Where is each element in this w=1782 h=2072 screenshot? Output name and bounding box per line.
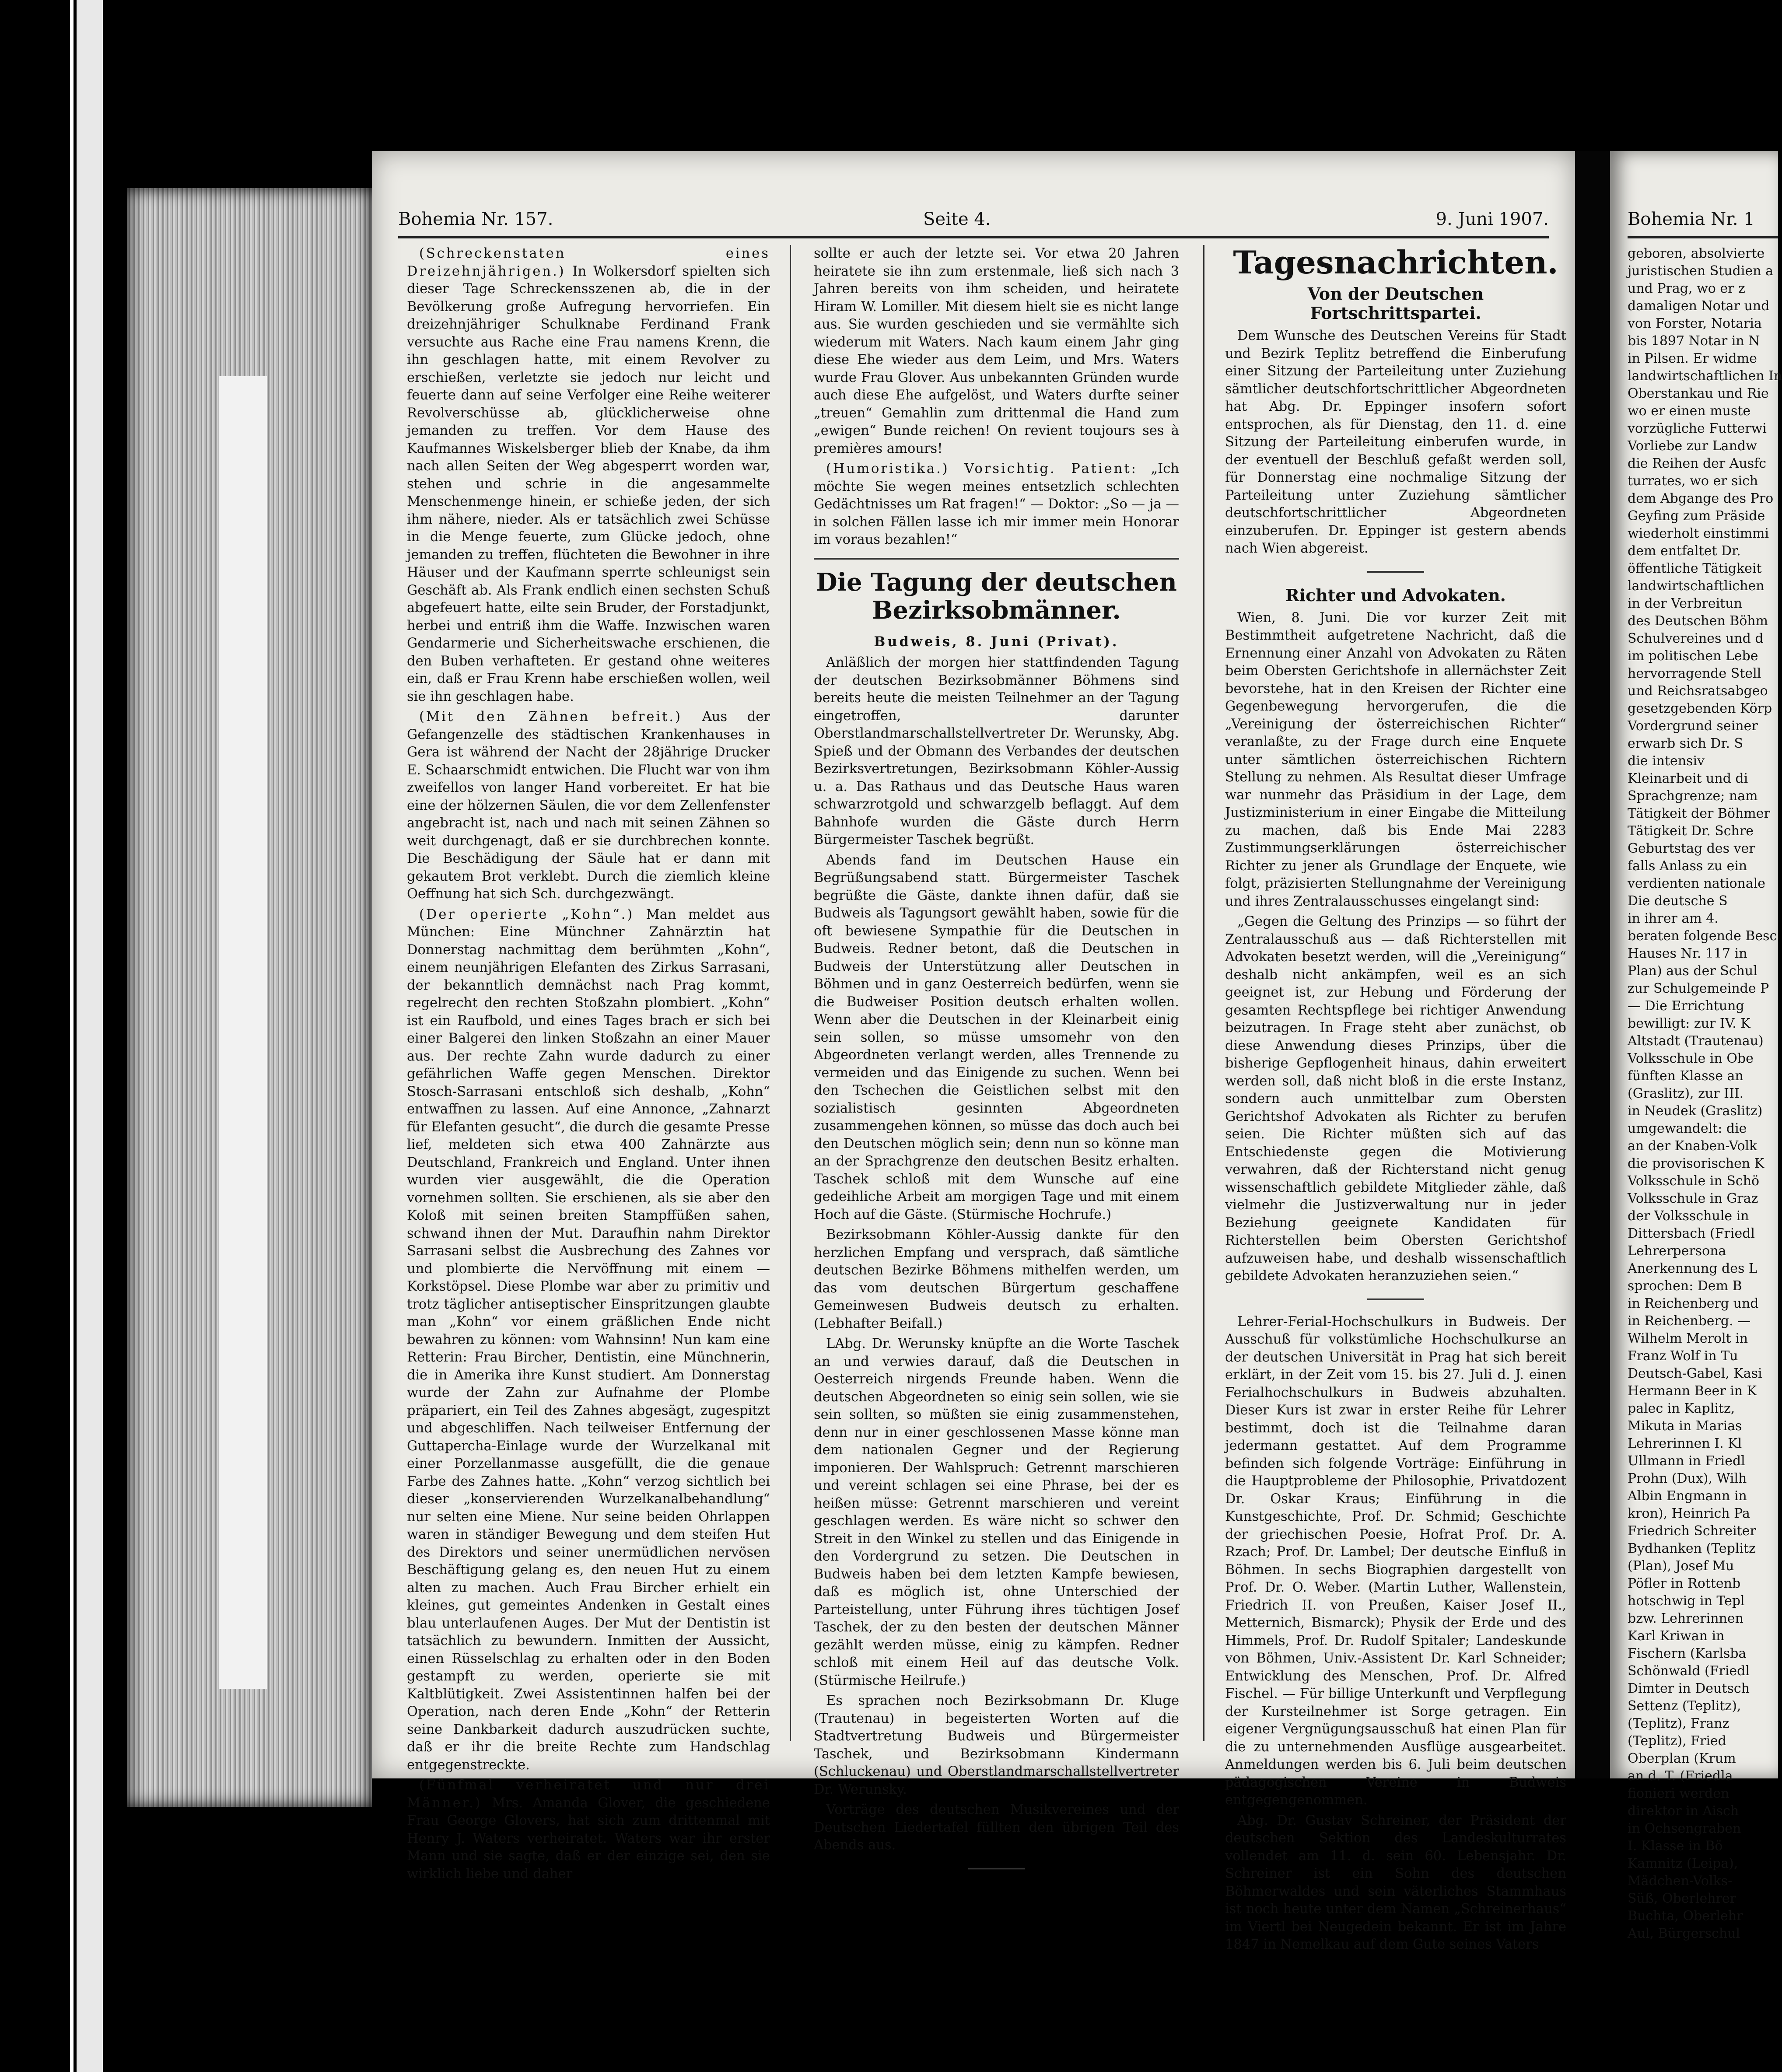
facing-page-line: Plan) aus der Schul bbox=[1628, 963, 1757, 979]
facing-page-line: und Prag, wo er z bbox=[1628, 281, 1745, 296]
facing-page-line: umgewandelt: die bbox=[1628, 1121, 1747, 1136]
facing-page-line: Die deutsche S bbox=[1628, 893, 1728, 909]
facing-page-line: I. Klasse in Bö bbox=[1628, 1838, 1723, 1854]
article-lead: (Schreckenstaten eines Dreizehnjährigen.) bbox=[407, 246, 770, 279]
section-divider bbox=[1367, 1298, 1424, 1300]
facing-page-line: Bydhanken (Teplitz bbox=[1628, 1541, 1756, 1556]
article-text: In Wolkersdorf spielten sich dieser Tage Schreckensszenen ab, die in der Bevölkerung große Aufregung hervorriefen. Ein dreizehnjähriger Schulknabe Ferdinand Frank versuchte aus Rache eine Frau namens Krenn, die ihn geschlagen hatte, mit einem Revolver zu erschießen, verletzte sie jedoch nur leicht und feuerte dann auf seine Verfolger eine Reihe weiterer Revolverschüsse ab, glücklicherweise ohne jemanden zu treffen. Vor dem Hause des Kaufmannes Wiskelsberger blieb der Knabe, da ihm nach allen Seiten der Weg abgesperrt worden war, stehen und schrie in die angesammelte Menschenmenge hinein, er schieße jeden, der sich ihm nähere, nieder. Als er tatsächlich zwei Schüsse in die Menge feuerte, zum Glücke jedoch, ohne jemanden zu treffen, flüchteten die Bewohner in ihre Häuser und der Kaufmann sperrte schleunigst sein Geschäft ab. Als Frank endlich einen sechsten Schuß abgefeuert hatte, eilte sein Bruder, der Forstadjunkt, herbei und entriß ihm die Waffe. Inzwischen waren Gendarmerie und Sicherheitswache erschienen, die den Buben verhafteten. Er gestand ohne weiteres ein, daß er Frau Krenn habe erschießen wollen, weil sie ihn geschlagen habe. bbox=[407, 263, 770, 704]
article-paragraph: LAbg. Dr. Werunsky knüpfte an die Worte Taschek an und verwies darauf, daß die Deutschen in Oesterreich nirgends Freunde haben. Wenn die deutschen Abgeordneten so einig sein sollen, wie sie sein sollten, so müßten sie einig zusammenstehen, denn nur in einer geschlossenen Masse könne man dem nationalen Gegner und der Regierung imponieren. Der Wahlspruch: Getrennt marschieren und vereint schlagen sei eine Phrase, bei der es heißen müsse: Getrennt marschieren und vereint geschlagen werden. Es wäre nicht so schwer den Streit in den Winkel zu stellen und das Einigende in den Vordergrund zu setzen. Die Deutschen in Budweis haben bei dem letzten Kampfe bewiesen, daß es möglich ist, ohne Unterschied der Parteistellung, unter Führung ihres tüchtigen Josef Taschek, der zu den besten der deutschen Männer gezählt werden müsse, einig zu kämpfen. Redner schloß mit einem Heil auf das deutsche Volk. (Stürmische Heilrufe.) bbox=[814, 1336, 1179, 1688]
article-continuation: sollte er auch der letzte sei. Vor etwa 20 Jahren heiratete sie ihn zum erstenmale, ließ sich nach 3 Jahren bereits von ihm scheiden, und heiratete Hiram W. Lomiller. Mit diesem hielt sie es nicht lange aus. Sie wurden geschieden und sie vermählte sich wiederum mit Waters. Nach kaum einem Jahr ging diese Ehe wieder aus dem Leim, und Mrs. Waters wurde Frau Glover. Aus unbekannten Gründen wurde auch diese Ehe aufgelöst, und Waters durfte seiner „treuen“ Gemahlin zum drittenmal die Hand zum „ewigen“ Bunde reichen! On revient toujours ses à premières amours! bbox=[814, 246, 1179, 456]
end-rule bbox=[968, 1868, 1025, 1869]
facing-page-line: sprochen: Dem B bbox=[1628, 1278, 1742, 1294]
facing-page-line: Geyfing zum Präside bbox=[1628, 508, 1765, 524]
facing-page-line: bzw. Lehrerinnen bbox=[1628, 1611, 1743, 1626]
facing-page-line: palec in Kaplitz, bbox=[1628, 1401, 1735, 1416]
facing-page-line: (Teplitz), Fried bbox=[1628, 1733, 1726, 1749]
header-date: 9. Juni 1907. bbox=[1435, 209, 1549, 229]
facing-page-line: vorzügliche Futterwi bbox=[1628, 421, 1767, 436]
facing-page-line: Dimter in Deutsch bbox=[1628, 1681, 1750, 1696]
facing-page-line: Kleinarbeit und di bbox=[1628, 771, 1748, 786]
facing-page-line: juristischen Studien a bbox=[1628, 263, 1773, 279]
article-paragraph: „Gegen die Geltung des Prinzips — so führt der Zentralausschuß aus — daß Richterstellen mit Advokaten besetzt werden, will die „Vereinigung“ deshalb nicht ankämpfen, weil es an sich geeignet ist, zur Hebung und Förderung der gesamten Rechtspflege bei richtiger Anwendung beizutragen. In Frage steht aber zunächst, ob diese Anwendung dieses Prinzips, über die bisherige Gepflogenheit hinaus, dahin erweitert werden soll, daß nicht bloß in die erste Instanz, sondern auch unmittelbar zum Obersten Gerichtshof Advokaten als Richter zu berufen seien. Die Richter müßten sich auf das Entschiedenste gegen die Motivierung verwahren, daß der Richterstand nicht genug wissenschaftlich gebildete Mitglieder zähle, daß vielmehr die Justizverwaltung nur in jeder Beziehung geeignete Kandidaten für Richterstellen beim Obersten Gerichtshof aufzuweisen habe, und deshalb wissenschaftlich gebildete Advokaten heranzuziehen seien.“ bbox=[1225, 914, 1566, 1284]
facing-page-line: bis 1897 Notar in N bbox=[1628, 333, 1760, 349]
facing-page-line: die provisorischen K bbox=[1628, 1156, 1764, 1171]
book-gutter bbox=[1575, 151, 1610, 1778]
facing-page-line: turrates, wo er sich bbox=[1628, 473, 1758, 489]
facing-page-line: damaligen Notar und bbox=[1628, 298, 1770, 314]
facing-page-line: landwirtschaftlichen In bbox=[1628, 368, 1782, 384]
facing-page-line: (Graslitz), zur III. bbox=[1628, 1086, 1744, 1101]
article-text: Man meldet aus München: Eine Münchner Zahnärztin hat Donnerstag nachmittag dem berühmten „Kohn“, einem neunjährigen Elefanten des Zirkus Sarrasani, der bekanntlich demnächst nach Prag kommt, regelrecht den rechten Stoßzahn plombiert. „Kohn“ ist ein Raufbold, und eines Tages brach er sich bei einer Balgerei den linken Stoßzahn an einer Mauer aus. Der rechte Zahn wurde dadurch zu einer gefährlichen Waffe gegen Menschen. Direktor Stosch-Sarrasani entschloß sich deshalb, „Kohn“ entwaffnen zu lassen. Auf eine Annonce, „Zahnarzt für Elefanten gesucht“, die durch die gesamte Presse lief, meldeten sich etwa 400 Zahnärzte aus Deutschland, Frankreich und England. Unter ihnen wurden vier ausgewählt, die die Operation vornehmen sollten. Sie erschienen, als sie aber den Koloß mit seinen breiten Stampffüßen sahen, schwand ihnen der Mut. Daraufhin nahm Direktor Sarrasani selbst die Ausbrechung des Zahnes vor und plombierte die Nervöffnung mit einem — Korkstöpsel. Diese Plombe war aber zu primitiv und trotz täglicher antiseptischer Einspritzungen glaubte man „Kohn“ vor einem gräßlichen Ende nicht bewahren zu können: vom Wahnsinn! Nun kam eine Retterin: Frau Bircher, Dentistin, eine Münchnerin, die in Amerika ihre Kunst studiert. Am Donnerstag wurde der Zahn zur Aufnahme der Plombe präpariert, ein Teil des Zahnes abgesägt, zugespitzt und abgeschliffen. Nach teilweiser Entfernung der Guttapercha-Einlage wurde der Wurzelkanal mit einer Porzellanmasse ausgefüllt, die die genaue Farbe des Zahnes hatte. „Kohn“ verzog sichtlich bei dieser „konservierenden Wurzelkanalbehandlung“ nur selten eine Miene. Nur seine beiden Ohrlappen waren in ständiger Bewegung und dem steifen Hut des Direktors und seiner unermüdlichen nervösen Beschäftigung gelang es, den neuen Hut zu einem alten zu machen. Auch Frau Bircher erhielt ein kleines, gut gemeintes Andenken in Gestalt eines blau unterlaufenen Auges. Der Mut der Dentistin ist tatsächlich zu bewundern. Inmitten der Aussicht, einen Rüsselschlag zu erhalten oder in den Boden gestampft zu werden, operierte sie mit Kaltblütigkeit. Zwei Assistentinnen halfen bei der Operation, nach deren Ende „Kohn“ der Retterin seine Dankbarkeit dadurch auszudrücken suchte, daß er ihr die breite Rechte zum Handschlag entgegenstreckte. bbox=[407, 906, 770, 1773]
facing-page-line: Karl Kriwan in bbox=[1628, 1628, 1725, 1644]
facing-page-line: Volksschule in Graz bbox=[1628, 1191, 1758, 1206]
article-paragraph: Abg. Dr. Gustav Schreiner, der Präsident der deutschen Sektion des Landeskulturrates vollendet am 11. d. sein 60. Lebensjahr. Dr. Schreiner ist ein Sohn des deutschen Böhmerwaldes und sein väterliches Stammhaus ist noch heute unter dem Namen „Schreinerhaus“ im Viertl bei Neugedein bekannt. Er ist im Jahre 1847 in Nemelkau auf dem Gute seines Vaters bbox=[1225, 1813, 1566, 1952]
article-text: Mrs. Amanda Glover, die geschiedene Frau George Glovers, hat sich zum drittenmal mit Henry J. Waters verheiratet. Waters war ihr erster Mann und sie sagte, daß er der einzige sei, den sie wirklich liebe und daher bbox=[407, 1795, 770, 1882]
humor-text: „Ich möchte Sie wegen meines entsetzlich schlechten Gedächtnisses um Rat fragen!“ — Doktor: „So — ja — in solchen Fällen lasse ich mir immer mein Honorar im voraus bezahlen!“ bbox=[814, 461, 1179, 547]
humor-lead: (Humoristika.) Vorsichtig. Patient: bbox=[826, 461, 1138, 476]
facing-page-line: hotschwig in Tepl bbox=[1628, 1593, 1745, 1609]
facing-page-line: zur Schulgemeinde P bbox=[1628, 981, 1769, 996]
facing-page-line: der Volksschule in bbox=[1628, 1208, 1749, 1224]
facing-page-line: fionieri werden bbox=[1628, 1786, 1729, 1801]
facing-page-line: an der Knaben-Volk bbox=[1628, 1138, 1757, 1154]
facing-page-line: Fischern (Karlsba bbox=[1628, 1646, 1747, 1661]
article-paragraph bbox=[407, 906, 770, 1774]
article-paragraph: Vorträge des deutschen Musikvereines und der Deutschen Liedertafel füllten den übrigen Teil des Abends aus. bbox=[814, 1802, 1179, 1853]
facing-page-line: Tätigkeit Dr. Schre bbox=[1628, 823, 1754, 839]
facing-page-line: Hermann Beer in K bbox=[1628, 1383, 1757, 1399]
article-dateline: Budweis, 8. Juni (Privat). bbox=[874, 634, 1119, 650]
facing-page-line: gesetzgebenden Körp bbox=[1628, 701, 1772, 716]
facing-page-line: Prohn (Dux), Wilh bbox=[1628, 1471, 1747, 1486]
facing-page-line: in Reichenberg und bbox=[1628, 1296, 1759, 1311]
facing-page-line: hervorragende Stell bbox=[1628, 666, 1761, 681]
article-paragraph: Bezirksobmann Köhler-Aussig dankte für den herzlichen Empfang und versprach, daß sämtliche deutschen Bezirke Böhmens mithelfen werden, um das vom deutschen Bürgertum geschaffene Gemeinwesen Budweis deutsch zu erhalten. (Lebhafter Beifall.) bbox=[814, 1227, 1179, 1331]
facing-page-line: fünften Klasse an bbox=[1628, 1068, 1743, 1084]
facing-page-line: Friedrich Schreiter bbox=[1628, 1523, 1756, 1539]
facing-page-line: Albin Engmann in bbox=[1628, 1488, 1747, 1504]
facing-page-line: Kamnitz (Leipa), bbox=[1628, 1856, 1738, 1871]
facing-page-line: in Ochsengraben bbox=[1628, 1821, 1741, 1836]
facing-page-line: Schönwald (Friedl bbox=[1628, 1663, 1750, 1679]
facing-page-line: geboren, absolvierte bbox=[1628, 246, 1765, 261]
facing-page-line: im politischen Lebe bbox=[1628, 648, 1758, 664]
facing-page-line: Vorliebe zur Landw bbox=[1628, 438, 1757, 454]
facing-page-line: dem Abgange des Pro bbox=[1628, 491, 1774, 506]
facing-page-line: — Die Errichtung bbox=[1628, 998, 1744, 1014]
book-edge-strip bbox=[77, 0, 103, 2072]
facing-page-line: landwirtschaftlichen bbox=[1628, 578, 1764, 594]
facing-page-line: an d. T. (Friedla bbox=[1628, 1768, 1733, 1784]
facing-page-line: Oberstankau und Rie bbox=[1628, 386, 1769, 401]
facing-page-header bbox=[1628, 206, 1778, 238]
facing-page-line: erwarb sich Dr. S bbox=[1628, 736, 1743, 751]
facing-page-line: Anerkennung des L bbox=[1628, 1261, 1757, 1276]
article-paragraph: Wien, 8. Juni. Die vor kurzer Zeit mit Bestimmtheit aufgetretene Nachricht, daß die Ernennung einer Anzahl von Advokaten zu Räten beim Obersten Gerichtshofe in allernächster Zeit bevorstehe, hat in den Kreisen der Richter eine Gegenbewegung hervorgerufen, die die „Vereinigung der österreichischen Richter“ veranlaßte, zu der Frage durch eine Enquete unter sämtlichen österreichischen Richtern Stellung zu nehmen. Als Resultat dieser Umfrage war nunmehr das Präsidium in der Lage, dem Justizministerium in einer Eingabe die Mitteilung zu machen, daß bis Ende Mai 2283 Zustimmungserklärungen österreichischer Richter zu jener als Grundlage der Enquete, wie folgt, präzisierten Stellungnahme der Vereinigung und ihres Zentralausschusses eingelangt sind: bbox=[1225, 610, 1566, 909]
article-text: Aus der Gefangenzelle des städtischen Krankenhauses in Gera ist während der Nacht der 28jährige Drucker E. Schaarschmidt entwichen. Die Flucht war von ihm zweifellos von langer Hand vorbereitet. Er hat bie eine der hölzernen Säulen, die vor dem Zellenfenster angebracht ist, nach und nach mit seinen Zähnen so weit durchgenagt, daß er sie durchbrechen konnte. Die Beschädigung der Säule hat er dann mit gekautem Brot verklebt. Durch die ziemlich kleine Oeffnung hat sich Sch. durchgezwängt. bbox=[407, 709, 770, 902]
column-2 bbox=[814, 245, 1179, 1883]
column-3 bbox=[1225, 245, 1566, 1956]
facing-page-line: von Forster, Notaria bbox=[1628, 316, 1762, 331]
facing-page-line: Lehrerinnen I. Kl bbox=[1628, 1436, 1742, 1451]
article-paragraph bbox=[407, 245, 770, 706]
facing-page-line: Altstadt (Trautenau) bbox=[1628, 1033, 1764, 1049]
facing-page-line: die intensiv bbox=[1628, 753, 1705, 769]
facing-page-line: Hauses Nr. 117 in bbox=[1628, 946, 1747, 961]
facing-page-line: in der Verbreitun bbox=[1628, 596, 1742, 611]
facing-page-column bbox=[1628, 245, 1782, 1942]
facing-page-line: und Reichsratsabgeo bbox=[1628, 683, 1768, 699]
facing-page-line: bewilligt: zur IV. K bbox=[1628, 1016, 1750, 1031]
newspaper-page bbox=[372, 151, 1575, 1952]
article-paragraph: Lehrer-Ferial-Hochschulkurs in Budweis. Der Ausschuß für volkstümliche Hochschulkurse an der deutschen Universität in Prag hat sich bereit erklärt, in der Zeit vom 15. bis 27. Juli d. J. einen Ferialhochschulkurs in Budweis abzuhalten. Dieser Kurs ist zwar in erster Reihe für Lehrer bestimmt, doch ist die Teilnahme daran jedermann gestattet. Auf dem Programme befinden sich folgende Vorträge: Einführung in die Hauptprobleme der Philosophie, Privatdozent Dr. Oskar Kraus; Einführung in die Kunstgeschichte, Prof. Dr. Schmid; Geschichte der griechischen Poesie, Hofrat Prof. Dr. A. Rzach; Prof. Dr. Lambel; Der deutsche Einfluß in Böhmen. In sechs Biographien dargestellt von Prof. Dr. O. Weber. (Martin Luther, Wallenstein, Friedrich II. von Preußen, Kaiser Josef II., Metternich, Bismarck); Physik der Erde und des Himmels, Prof. Dr. Rudolf Spitaler; Landeskunde von Böhmen, Univ.-Assistent Dr. Karl Schneider; Entwicklung des Menschen, Prof. Dr. Alfred Fischel. — Für billige Unterkunft und Verpflegung der Kursteilnehmer ist Sorge getragen. Ein eigener Vergnügungsausschuß hat einen Plan für die zu unternehmenden Ausflüge ausgearbeitet. Anmeldungen werden bis 6. Juli beim deutschen pädagogischen Vereine in Budweis entgegengenommen. bbox=[1225, 1314, 1566, 1808]
humor-paragraph bbox=[814, 460, 1179, 549]
facing-page-line: in Neudek (Graslitz) bbox=[1628, 1103, 1763, 1119]
article-lead: (Der operierte „Kohn“.) bbox=[419, 906, 634, 922]
facing-page-line: Tätigkeit der Böhmer bbox=[1628, 806, 1770, 821]
facing-page bbox=[1610, 151, 1782, 1941]
facing-page-line: Mädchen-Volks- bbox=[1628, 1873, 1733, 1889]
facing-page-line: Sprachgrenze; nam bbox=[1628, 788, 1758, 804]
article-paragraph: Es sprachen noch Bezirksobmann Dr. Kluge (Trautenau) in begeisterten Worten auf die Stadtvertretung Budweis und Bürgermeister Taschek, und Bezirksobmann Kindermann (Schluckenau) und Oberstlandmarschallstellvertreter Dr. Werunsky. bbox=[814, 1693, 1179, 1797]
facing-page-line: in ihrer am 4. bbox=[1628, 911, 1719, 926]
facing-page-line: Deutsch-Gabel, Kasi bbox=[1628, 1366, 1762, 1381]
article-paragraph: Abends fand im Deutschen Hause ein Begrüßungsabend statt. Bürgermeister Taschek begrüßte die Gäste, dankte ihnen dafür, daß sie Budweis als Tagungsort gewählt haben, sowie für die oft bewiesene Sympathie für die Deutschen in Budweis. Redner betont, daß die Deutschen in Budweis der Unterstützung aller Deutschen in Böhmen und in ganz Oesterreich bedürfen, wenn sie die Budweiser Position deutsch erhalten wollen. Wenn aber die Deutschen in der Kleinarbeit einig sein sollen, so müsse umsomehr von den Abgeordneten verlangt werden, alles Trennende zu vermeiden und das Einigende zu suchen. Wenn bei den Tschechen die Geistlichen selbst mit den sozialistisch gesinnten Abgeordneten zusammengehen können, so müsse das doch auch bei den Deutschen möglich sein; denn nun so könne man an der Sprachgrenze den deutschen Besitz erhalten. Taschek schloß mit dem Wunsche auf eine gedeihliche Arbeit am morgigen Tage und mit einem Hoch auf die Gäste. (Stürmische Hochrufe.) bbox=[814, 852, 1179, 1222]
section-divider bbox=[1367, 571, 1424, 573]
section-subtitle: Richter und Advokaten. bbox=[1285, 585, 1506, 605]
facing-page-line: Volksschule in Obe bbox=[1628, 1051, 1754, 1066]
header-publication: Bohemia Nr. 157. bbox=[398, 209, 553, 229]
facing-page-line: Buchta, Oberlehr bbox=[1628, 1908, 1743, 1924]
facing-page-line: des Deutschen Böhm bbox=[1628, 613, 1768, 629]
article-lead: (Mit den Zähnen befreit.) bbox=[419, 709, 683, 724]
article-headline: Die Tagung der deutschen Bezirksobmänner. bbox=[816, 567, 1177, 625]
column-rule-1 bbox=[790, 245, 791, 1741]
book-bookmark-strip bbox=[219, 376, 267, 1689]
facing-page-line: Aul, Bürgerschul bbox=[1628, 1926, 1740, 1941]
section-divider bbox=[814, 558, 1179, 560]
page-header bbox=[398, 206, 1549, 238]
facing-page-line: öffentliche Tätigkeit bbox=[1628, 561, 1762, 576]
facing-page-line: Mikuta in Marias bbox=[1628, 1418, 1742, 1434]
facing-page-line: Pöfler in Rottenb bbox=[1628, 1576, 1741, 1591]
facing-page-line: Vordergrund seiner bbox=[1628, 718, 1758, 734]
facing-page-line: in Pilsen. Er widme bbox=[1628, 351, 1757, 366]
facing-page-line: dem entfaltet Dr. bbox=[1628, 543, 1741, 559]
facing-page-line: Franz Wolf in Tu bbox=[1628, 1348, 1738, 1364]
column-rule-2 bbox=[1203, 245, 1204, 1741]
facing-page-line: Süß, Oberlehrer bbox=[1628, 1891, 1736, 1906]
facing-page-line: Ullmann in Friedl bbox=[1628, 1453, 1745, 1469]
header-page-number: Seite 4. bbox=[923, 209, 991, 229]
facing-page-line: die Reihen der Ausfc bbox=[1628, 456, 1767, 471]
facing-page-line: Lehrerpersona bbox=[1628, 1243, 1726, 1259]
facing-page-line: Settenz (Teplitz), bbox=[1628, 1698, 1741, 1714]
facing-page-line: Dittersbach (Friedl bbox=[1628, 1226, 1755, 1241]
article-paragraph bbox=[407, 1777, 770, 1883]
section-subtitle: Von der Deutschen Fortschrittspartei. bbox=[1307, 284, 1484, 323]
facing-page-line: (Plan), Josef Mu bbox=[1628, 1558, 1734, 1574]
facing-page-line: direktor in Aisch bbox=[1628, 1803, 1739, 1819]
facing-page-line: wiederholt einstimmi bbox=[1628, 526, 1769, 541]
article-paragraph: Anläßlich der morgen hier stattfindenden Tagung der deutschen Bezirksobmänner Böhmens sind bereits heute die meisten Teilnehmer an der Tagung eingetroffen, darunter Oberstlandmarschallstellvertreter Dr. Werunsky, Abg. Spieß und der Obmann des Verbandes der deutschen Bezirksvertretungen, Bezirksobmann Köhler-Aussig u. a. Das Rathaus und das Deutsche Haus waren schwarzrotgold und schwarzgelb beflaggt. Auf dem Bahnhofe wurden die Gäste durch Herrn Bürgermeister Taschek begrüßt. bbox=[814, 655, 1179, 847]
facing-page-line: wo er einen muste bbox=[1628, 403, 1751, 419]
facing-page-line: verdienten nationale bbox=[1628, 876, 1766, 891]
facing-page-line: in Reichenberg. — bbox=[1628, 1313, 1751, 1329]
column-1 bbox=[407, 245, 770, 1886]
article-lead: (Fünfmal verheiratet und nur drei Männer.) bbox=[407, 1778, 770, 1811]
facing-page-line: Geburtstag des ver bbox=[1628, 841, 1755, 856]
facing-page-line: Oberplan (Krum bbox=[1628, 1751, 1736, 1766]
article-paragraph bbox=[407, 708, 770, 903]
facing-page-line: kron), Heinrich Pa bbox=[1628, 1506, 1750, 1521]
facing-page-line: Schulvereines und d bbox=[1628, 631, 1764, 646]
facing-page-line: Volksschule in Schö bbox=[1628, 1173, 1760, 1189]
facing-page-line: falls Anlass zu ein bbox=[1628, 858, 1747, 874]
facing-page-line: (Teplitz), Franz bbox=[1628, 1716, 1729, 1731]
facing-page-line: Wilhelm Merolt in bbox=[1628, 1331, 1748, 1346]
article-paragraph: Dem Wunsche des Deutschen Vereins für Stadt und Bezirk Teplitz betreffend die Einberufung einer Sitzung der Parteileitung unter Zuziehung sämtlicher deutschfortschrittlicher Abgeordneten hat Abg. Dr. Eppinger insofern sofort entsprochen, als für Dienstag, den 11. d. eine Sitzung der Parteileitung einberufen wurde, in der eventuell der Beschluß gefaßt werden soll, für Donnerstag eine nochmalige Sitzung der Parteileitung unter Zuziehung sämtlicher deutschfortschrittlicher Abgeordneten einzuberufen. Dr. Eppinger ist gestern abends nach Wien abgereist. bbox=[1225, 328, 1566, 556]
book-edge-line bbox=[70, 0, 74, 2072]
facing-page-line: beraten folgende Besc bbox=[1628, 928, 1777, 944]
facing-header-publication: Bohemia Nr. 1 bbox=[1628, 209, 1755, 229]
section-title: Tagesnachrichten. bbox=[1233, 244, 1558, 281]
